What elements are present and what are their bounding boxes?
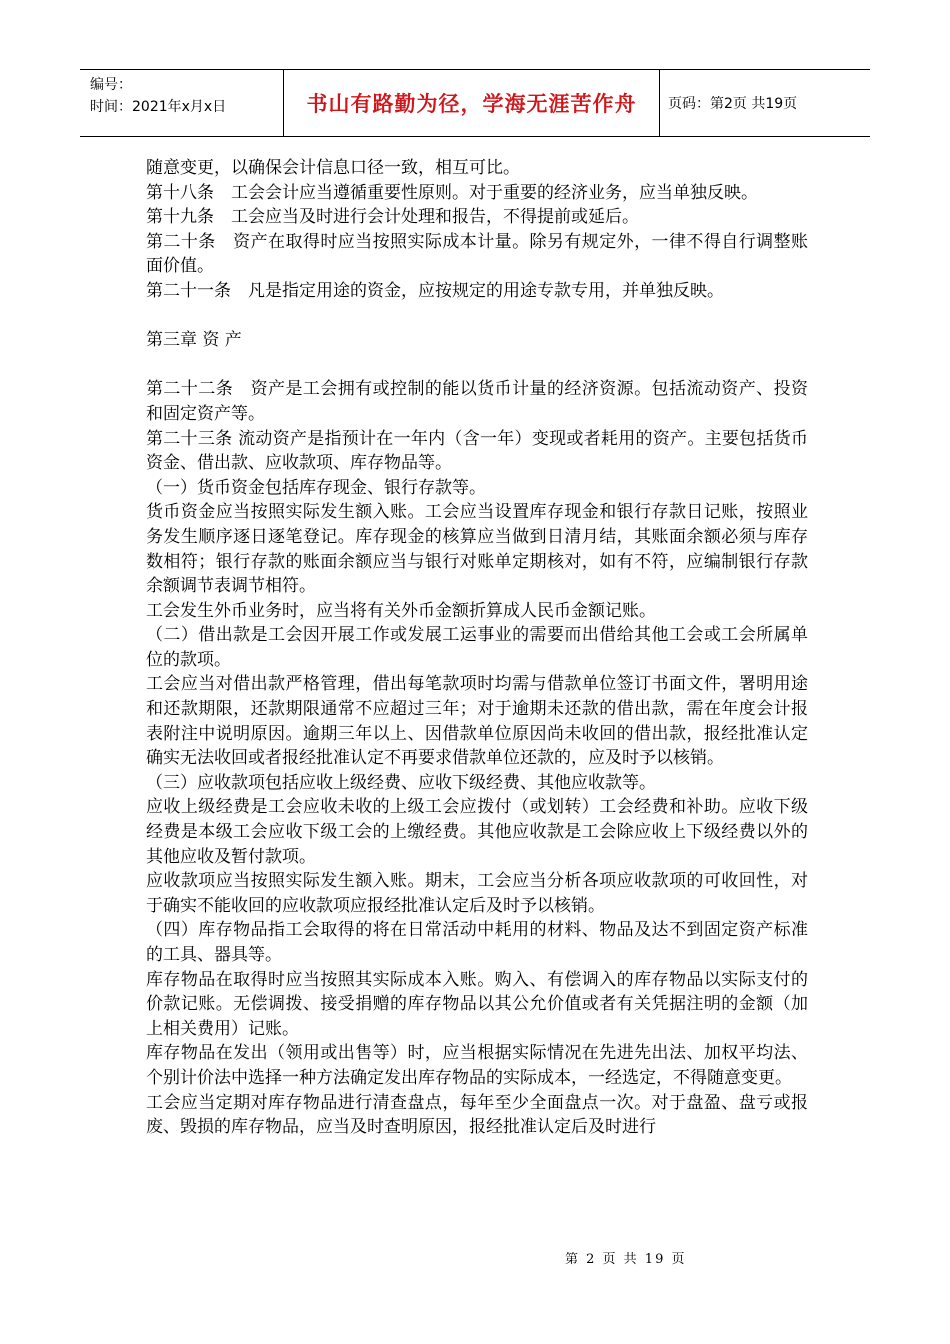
- page-footer: 第 2 页 共 19 页: [565, 1252, 687, 1267]
- header-motto: 书山有路勤为径，学海无涯苦作舟: [283, 70, 660, 136]
- number-label: 编号：: [90, 77, 132, 93]
- paragraph: （三）应收款项包括应收上级经费、应收下级经费、其他应收款等。: [146, 772, 656, 793]
- paragraph: 第二十一条 凡是指定用途的资金，应按规定的用途专款专用，并单独反映。: [146, 280, 724, 301]
- paragraph: 工会应当对借出款严格管理，借出每笔款项时均需与借款单位签订书面文件，署明用途和还款期限，还款期限通常不应超过三年；对于逾期未还款的借出款，需在年度会计报表附注中说明原因。逾期三年以上、因借款单位原因尚未收回的借出款，报经批准认定确实无法收回或者报经批准认定不再要求借款单位还款的，应及时予以核销。: [146, 674, 808, 769]
- paragraph: 应收上级经费是工会应收未收的上级工会应拨付（或划转）工会经费和补助。应收下级经费是本级工会应收下级工会的上缴经费。其他应收款是工会除应收上下级经费以外的其他应收及暂付款项。: [146, 797, 808, 867]
- paragraph: 库存物品在发出（领用或出售等）时，应当根据实际情况在先进先出法、加权平均法、个别计价法中选择一种方法确定发出库存物品的实际成本，一经选定，不得随意变更。: [146, 1043, 808, 1088]
- chapter-heading: 第三章 资 产: [146, 330, 242, 351]
- header-page-info: 页码：第2页 共19页: [668, 96, 798, 112]
- paragraph: 应收款项应当按照实际发生额入账。期末，工会应当分析各项应收款项的可收回性，对于确实不能收回的应收款项应报经批准认定后及时予以核销。: [146, 871, 808, 916]
- paragraph: 第二十条 资产在取得时应当按照实际成本计量。除另有规定外，一律不得自行调整账面价值。: [146, 231, 808, 277]
- paragraph: 随意变更，以确保会计信息口径一致，相互可比。: [146, 158, 520, 178]
- header-meta: [80, 70, 283, 136]
- time-label: 时间：2021年x月x日: [90, 99, 227, 115]
- paragraph: 工会发生外币业务时，应当将有关外币金额折算成人民币金额记账。: [146, 600, 656, 621]
- paragraph: （一）货币资金包括库存现金、银行存款等。: [146, 477, 486, 498]
- page-header: [80, 69, 870, 137]
- paragraph: 工会应当定期对库存物品进行清查盘点，每年至少全面盘点一次。对于盘盈、盘亏或报废、毁损的库存物品，应当及时查明原因，报经批准认定后及时进行: [146, 1092, 808, 1138]
- paragraph: 第十九条 工会应当及时进行会计处理和报告，不得提前或延后。: [146, 207, 639, 228]
- paragraph: 库存物品在取得时应当按照其实际成本入账。购入、有偿调入的库存物品以实际支付的价款记账。无偿调拨、接受捐赠的库存物品以其公允价值或者有关凭据注明的金额（加上相关费用）记账。: [146, 969, 808, 1039]
- document-body: [146, 156, 808, 1140]
- paragraph: 第二十三条 流动资产是指预计在一年内（含一年）变现或者耗用的资产。主要包括货币资金、借出款、应收款项、库存物品等。: [146, 428, 808, 474]
- paragraph: （四）库存物品指工会取得的将在日常活动中耗用的材料、物品及达不到固定资产标准的工具、器具等。: [146, 920, 808, 965]
- paragraph: （二）借出款是工会因开展工作或发展工运事业的需要而出借给其他工会或工会所属单位的款项。: [146, 625, 808, 670]
- blank-line: [146, 304, 808, 329]
- paragraph: 货币资金应当按照实际发生额入账。工会应当设置库存现金和银行存款日记账，按照业务发生顺序逐日逐笔登记。库存现金的核算应当做到日清月结，其账面余额必须与库存数相符；银行存款的账面余额应当与银行对账单定期核对，如有不符，应编制银行存款余额调节表调节相符。: [146, 502, 808, 597]
- paragraph: 第二十二条 资产是工会拥有或控制的能以货币计量的经济资源。包括流动资产、投资和固定资产等。: [146, 379, 808, 424]
- blank-line: [146, 353, 808, 378]
- paragraph: 第十八条 工会会计应当遵循重要性原则。对于重要的经济业务，应当单独反映。: [146, 182, 758, 203]
